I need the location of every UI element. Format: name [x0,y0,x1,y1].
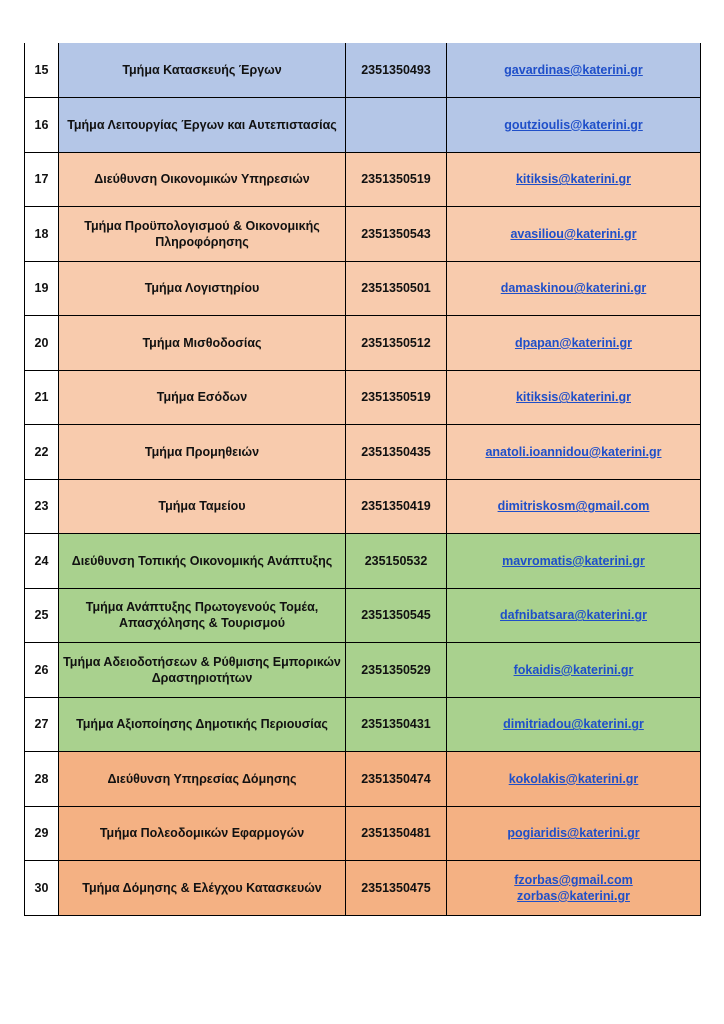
table-row [25,643,701,698]
email-cell [447,316,701,371]
table-row [25,261,701,316]
email-cell [447,43,701,98]
department-name: Τμήμα Ανάπτυξης Πρωτογενούς Τομέα, Απασχόλησης & Τουρισμού [59,588,346,643]
phone-number: 2351350431 [346,697,447,752]
phone-number: 2351350519 [346,370,447,425]
table-row [25,207,701,262]
table-row [25,861,701,916]
row-number: 28 [25,752,59,807]
phone-number: 2351350435 [346,425,447,480]
department-name: Διεύθυνση Οικονομικών Υπηρεσιών [59,152,346,207]
department-name: Διεύθυνση Υπηρεσίας Δόμησης [59,752,346,807]
email-link[interactable]: dimitriskosm@gmail.com [497,499,650,514]
department-name: Τμήμα Πολεοδομικών Εφαρμογών [59,806,346,861]
email-cell [447,861,701,916]
email-cell [447,98,701,153]
email-link[interactable]: damaskinou@katerini.gr [500,281,647,296]
row-number: 18 [25,207,59,262]
email-link[interactable]: gavardinas@katerini.gr [504,63,643,77]
email-cell [447,643,701,698]
email-cell [447,207,701,262]
table-row [25,697,701,752]
department-contacts-table [24,43,701,916]
row-number: 19 [25,261,59,316]
table-row [25,43,701,98]
department-name: Τμήμα Μισθοδοσίας [59,316,346,371]
table-row [25,370,701,425]
email-cell [447,370,701,425]
department-name: Τμήμα Λειτουργίας Έργων και Αυτεπιστασίας [59,98,346,153]
row-number: 16 [25,98,59,153]
department-name: Τμήμα Λογιστηρίου [59,261,346,316]
email-cell [447,806,701,861]
phone-number [346,98,447,153]
email-cell [447,425,701,480]
email-link[interactable]: kokolakis@katerini.gr [508,771,639,786]
department-name: Τμήμα Εσόδων [59,370,346,425]
table-row [25,752,701,807]
phone-number: 235150532 [346,534,447,589]
table-row [25,152,701,207]
row-number: 25 [25,588,59,643]
email-link[interactable]: kitiksis@katerini.gr [515,172,631,187]
email-cell [447,752,701,807]
department-name: Τμήμα Ταμείου [59,479,346,534]
row-number: 15 [25,43,59,98]
email-link[interactable]: mavromatis@katerini.gr [502,553,645,568]
email-cell [447,534,701,589]
phone-number: 2351350545 [346,588,447,643]
department-name: Τμήμα Αδειοδοτήσεων & Ρύθμισης Εμπορικών Δραστηριοτήτων [59,643,346,698]
email-link[interactable]: avasiliou@katerini.gr [510,226,637,241]
department-name: Τμήμα Προϋπολογισμού & Οικονομικής Πληροφόρησης [59,207,346,262]
email-link[interactable]: zorbas@katerini.gr [517,888,630,903]
row-number: 22 [25,425,59,480]
table-row [25,425,701,480]
table-row [25,806,701,861]
email-link[interactable]: dafnibatsara@katerini.gr [500,608,647,623]
email-cell [447,697,701,752]
table-row [25,534,701,589]
email-cell [447,261,701,316]
email-cell [447,152,701,207]
phone-number: 2351350543 [346,207,447,262]
phone-number: 2351350475 [346,861,447,916]
row-number: 29 [25,806,59,861]
phone-number: 2351350481 [346,806,447,861]
phone-number: 2351350419 [346,479,447,534]
email-cell [447,588,701,643]
email-link[interactable]: dpapan@katerini.gr [514,335,633,350]
table-row [25,98,701,153]
row-number: 23 [25,479,59,534]
directory-sheet [24,43,700,916]
phone-number: 2351350519 [346,152,447,207]
email-cell [447,479,701,534]
phone-number: 2351350493 [346,43,447,98]
email-link[interactable]: anatoli.ioannidou@katerini.gr [485,444,662,459]
row-number: 26 [25,643,59,698]
email-link[interactable]: fzorbas@gmail.com [514,872,633,887]
phone-number: 2351350512 [346,316,447,371]
phone-number: 2351350529 [346,643,447,698]
row-number: 21 [25,370,59,425]
email-link[interactable]: kitiksis@katerini.gr [515,390,631,405]
table-row [25,588,701,643]
phone-number: 2351350501 [346,261,447,316]
department-name: Διεύθυνση Τοπικής Οικονομικής Ανάπτυξης [59,534,346,589]
table-row [25,316,701,371]
email-link[interactable]: dimitriadou@katerini.gr [503,717,644,732]
table-body [25,43,701,915]
department-name: Τμήμα Προμηθειών [59,425,346,480]
row-number: 24 [25,534,59,589]
table-row [25,479,701,534]
email-link[interactable]: goutzioulis@katerini.gr [504,117,643,132]
email-link[interactable]: fokaidis@katerini.gr [513,662,634,677]
department-name: Τμήμα Κατασκευής Έργων [59,43,346,98]
row-number: 20 [25,316,59,371]
department-name: Τμήμα Αξιοποίησης Δημοτικής Περιουσίας [59,697,346,752]
row-number: 30 [25,861,59,916]
phone-number: 2351350474 [346,752,447,807]
department-name: Τμήμα Δόμησης & Ελέγχου Κατασκευών [59,861,346,916]
row-number: 27 [25,697,59,752]
row-number: 17 [25,152,59,207]
email-link[interactable]: pogiaridis@katerini.gr [507,826,640,841]
